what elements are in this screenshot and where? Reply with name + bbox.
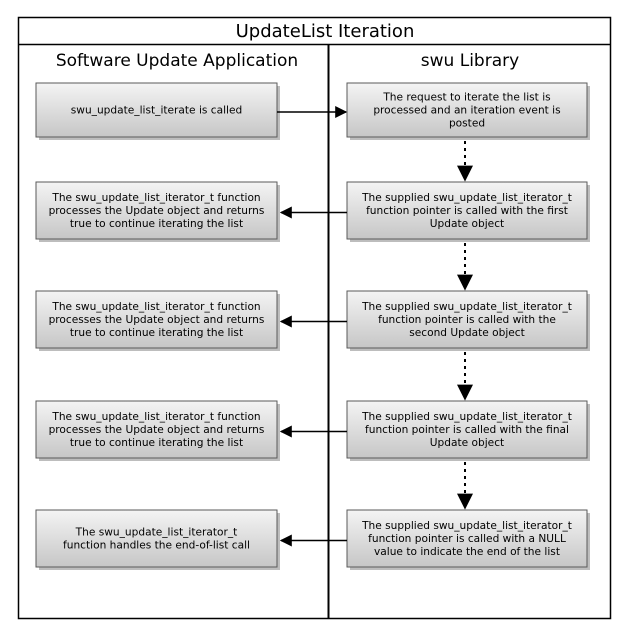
lane-title-app: Software Update Application xyxy=(55,51,299,71)
library-step-2-line: function pointer is called with the first xyxy=(366,205,568,217)
library-step-2 xyxy=(347,182,590,242)
library-step-3 xyxy=(347,291,590,351)
app-step-5-rect xyxy=(36,510,277,567)
app-step-2-line: The swu_update_list_iterator_t function xyxy=(52,192,261,204)
library-step-4-line: Update object xyxy=(429,437,505,449)
library-step-4-line: The supplied swu_update_list_iterator_t xyxy=(362,411,572,423)
library-step-5-line: function pointer is called with a NULL xyxy=(368,533,566,545)
app-step-5 xyxy=(36,510,280,570)
app-step-4-line: true to continue iterating the list xyxy=(69,437,244,449)
library-step-3-line: second Update object xyxy=(409,327,525,339)
library-step-4-line: function pointer is called with the final xyxy=(365,424,569,436)
diagram-title: UpdateList Iteration xyxy=(235,21,415,42)
app-step-4 xyxy=(36,401,280,461)
library-step-5-line: The supplied swu_update_list_iterator_t xyxy=(362,520,572,532)
library-step-5 xyxy=(347,510,590,570)
app-step-2-line: processes the Update object and returns xyxy=(48,205,265,217)
library-step-2-line: Update object xyxy=(429,218,505,230)
app-step-5-line: The swu_update_list_iterator_t xyxy=(75,526,238,539)
app-step-2 xyxy=(36,182,280,242)
app-step-3-line: true to continue iterating the list xyxy=(69,327,244,339)
app-step-1 xyxy=(36,83,280,140)
app-step-4-line: processes the Update object and returns xyxy=(48,424,265,436)
library-step-1-line: The request to iterate the list is xyxy=(383,91,551,104)
lane-title-library: swu Library xyxy=(420,51,520,71)
app-step-3-line: The swu_update_list_iterator_t function xyxy=(52,301,261,313)
app-step-2-line: true to continue iterating the list xyxy=(69,218,244,230)
app-step-1-line: swu_update_list_iterate is called xyxy=(70,104,243,117)
library-step-5-line: value to indicate the end of the list xyxy=(374,546,560,558)
library-step-3-line: function pointer is called with the xyxy=(378,314,556,326)
library-step-4 xyxy=(347,401,590,461)
library-step-1 xyxy=(347,83,590,140)
app-step-3-line: processes the Update object and returns xyxy=(48,314,265,326)
app-step-5-line: function handles the end-of-list call xyxy=(63,539,250,552)
library-step-1-line: processed and an iteration event is xyxy=(373,104,561,117)
library-step-2-line: The supplied swu_update_list_iterator_t xyxy=(362,192,572,204)
library-step-1-line: posted xyxy=(448,117,486,130)
app-step-3 xyxy=(36,291,280,351)
library-step-3-line: The supplied swu_update_list_iterator_t xyxy=(362,301,572,313)
app-step-4-line: The swu_update_list_iterator_t function xyxy=(52,411,261,423)
